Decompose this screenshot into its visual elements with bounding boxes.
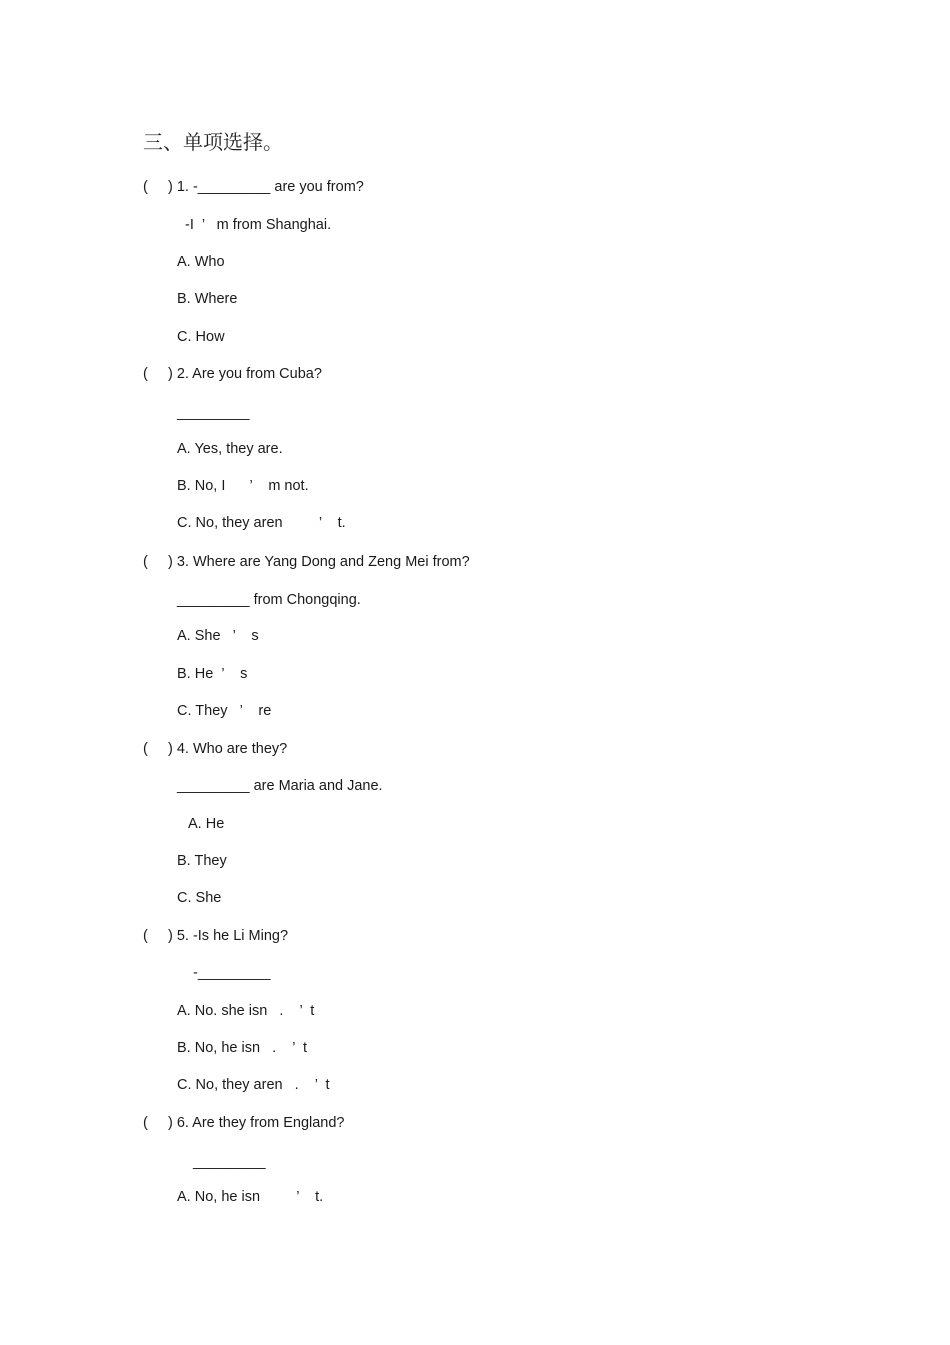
question-5-option-a: A. No. she isn . ’ t [177,1003,315,1019]
question-2-answer-line: _________ [177,405,250,421]
question-3-answer-line: _________ from Chongqing. [177,592,361,608]
question-1-option-a: A. Who [177,254,225,270]
question-2-option-b: B. No, I ’ m not. [177,478,309,494]
question-5-stem: ( ) 5. -Is he Li Ming? [143,928,289,944]
question-3-stem: ( ) 3. Where are Yang Dong and Zeng Mei from? [143,554,470,570]
question-2-option-a: A. Yes, they are. [177,441,283,457]
question-1-stem: ( ) 1. -_________ are you from? [143,179,364,195]
question-5-option-c: C. No, they aren . ’ t [177,1077,330,1093]
question-1-option-b: B. Where [177,291,238,307]
question-2-option-c: C. No, they aren ’ t. [177,515,346,531]
question-6-stem: ( ) 6. Are they from England? [143,1115,345,1131]
question-4-stem: ( ) 4. Who are they? [143,741,288,757]
question-6-option-a: A. No, he isn ’ t. [177,1189,324,1205]
question-3-option-a: A. She ’ s [177,628,259,644]
question-4-option-a: A. He [188,816,225,832]
question-4-answer-line: _________ are Maria and Jane. [177,778,383,794]
question-2-stem: ( ) 2. Are you from Cuba? [143,366,322,382]
section-title: 三、单项选择。 [143,130,283,154]
question-5-answer-line: -_________ [193,965,271,981]
question-4-option-c: C. She [177,890,222,906]
question-3-option-b: B. He ’ s [177,666,248,682]
question-1-answer-line: -I ’ m from Shanghai. [185,217,332,233]
question-1-option-c: C. How [177,329,225,345]
question-5-option-b: B. No, he isn . ’ t [177,1040,308,1056]
question-6-answer-line: _________ [193,1154,266,1170]
question-4-option-b: B. They [177,853,227,869]
question-3-option-c: C. They ’ re [177,703,272,719]
